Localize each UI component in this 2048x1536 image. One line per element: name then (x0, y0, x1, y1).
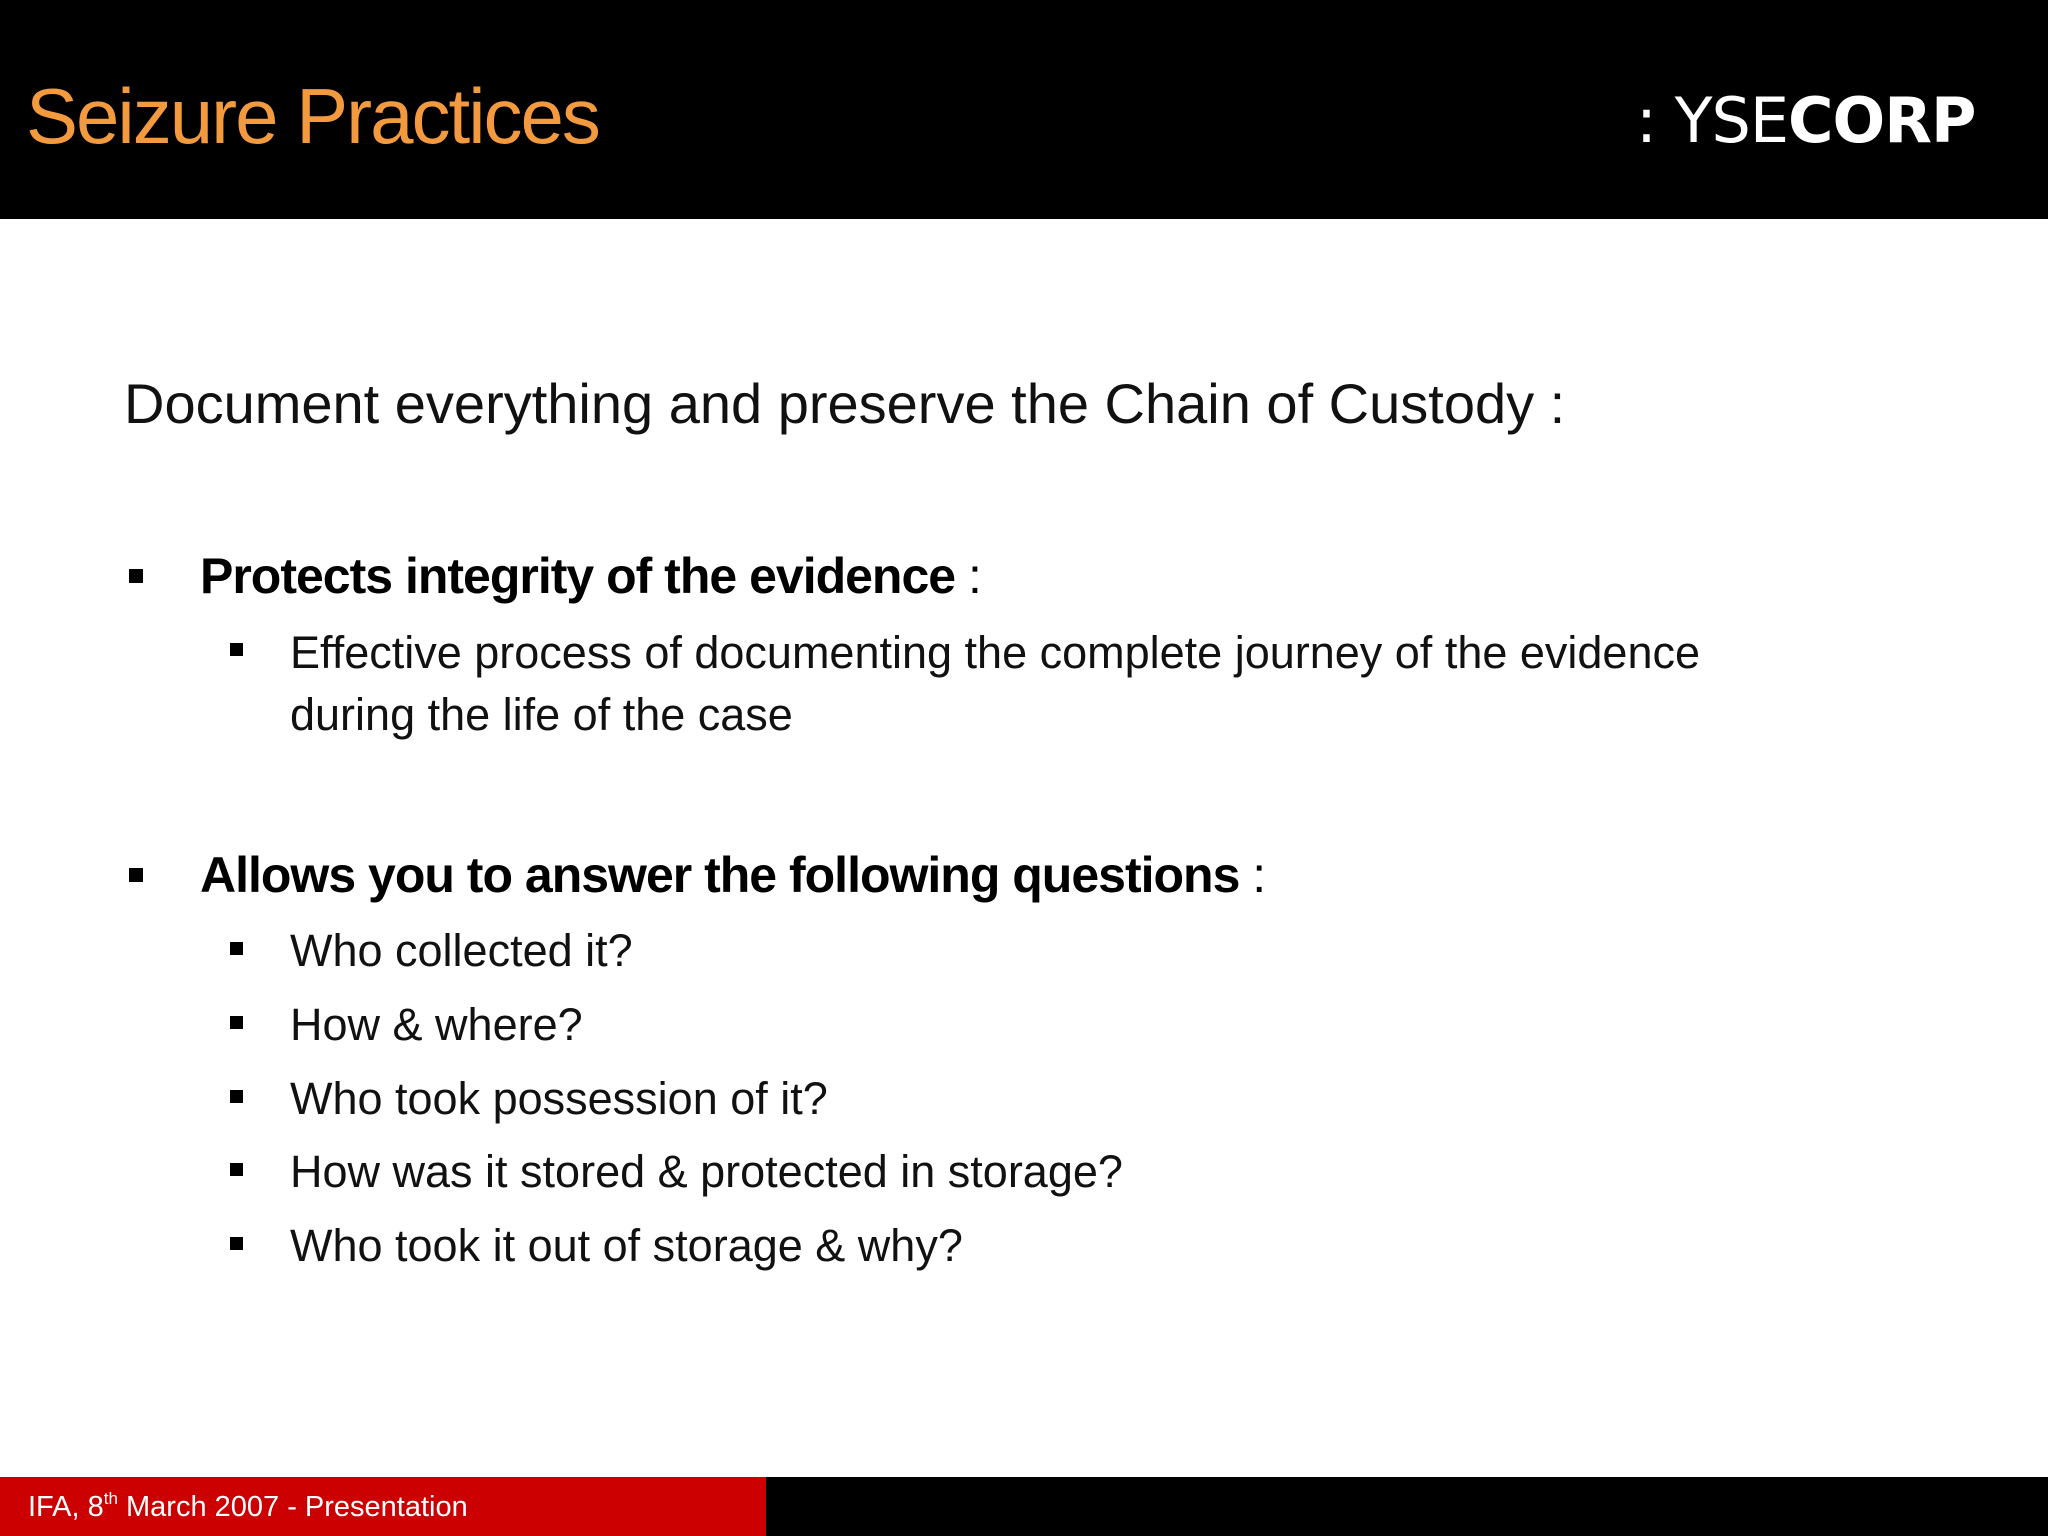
slide-header (0, 0, 2048, 219)
section-heading-suffix: : (1239, 847, 1266, 903)
logo-prefix: : YSE (1636, 84, 1788, 157)
section-heading (200, 843, 1265, 907)
bullet-icon (230, 1163, 243, 1176)
footer-date-suffix: March 2007 - Presentation (117, 1491, 468, 1523)
footer-ordinal: th (103, 1489, 118, 1508)
bullet-icon (230, 1016, 243, 1029)
bullet-icon (230, 643, 243, 656)
section-heading-text: Allows you to answer the following questions (200, 847, 1240, 903)
company-logo (1636, 76, 1975, 166)
bullet-icon (129, 569, 143, 583)
section-heading-text: Protects integrity of the evidence (200, 548, 956, 604)
list-item: Effective process of documenting the complete journey of the evidence (290, 627, 1701, 678)
intro-text: Document everything and preserve the Chain of Custody : (124, 372, 1566, 435)
list-item: How was it stored & protected in storage? (290, 1146, 1123, 1197)
logo-bold: CORP (1788, 84, 1976, 157)
bullet-icon (230, 1090, 243, 1103)
list-item: Who took possession of it? (290, 1073, 828, 1124)
list-item: Who took it out of storage & why? (290, 1220, 963, 1271)
slide-title: Seizure Practices (26, 72, 599, 160)
footer-text (28, 1489, 468, 1525)
list-item: Who collected it? (290, 925, 633, 976)
footer-date-prefix: IFA, 8 (28, 1491, 104, 1523)
bullet-icon (129, 868, 143, 882)
list-item: How & where? (290, 999, 583, 1050)
bullet-icon (230, 1237, 243, 1250)
slide-footer (0, 1477, 2048, 1536)
slide-body (0, 219, 2048, 1477)
section-heading-suffix: : (955, 548, 981, 604)
footer-label-box (0, 1477, 766, 1536)
bullet-icon (230, 942, 243, 955)
section-heading (200, 544, 981, 608)
list-item-continuation: during the life of the case (290, 689, 793, 740)
